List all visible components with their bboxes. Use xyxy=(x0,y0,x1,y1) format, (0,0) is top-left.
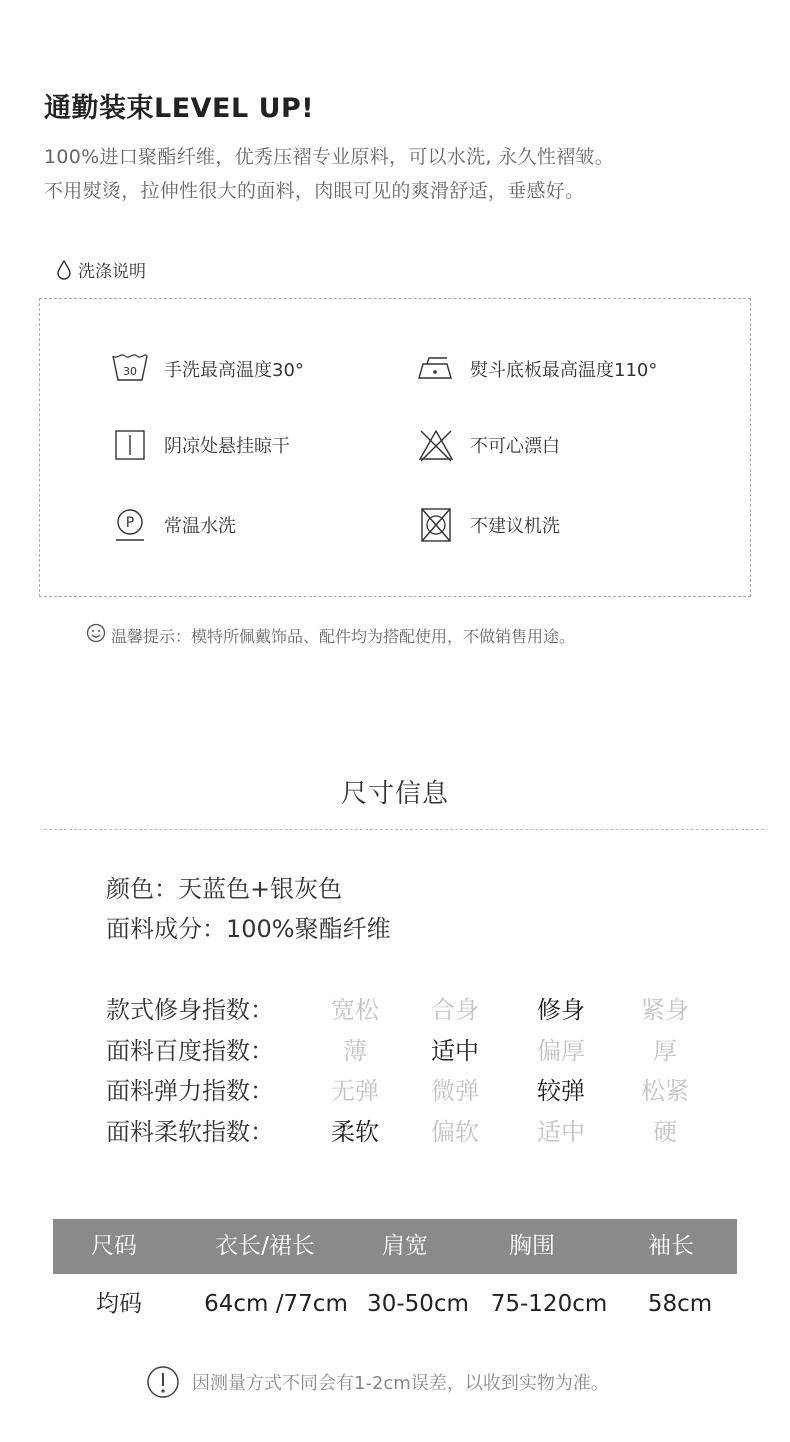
index-option: 硬 xyxy=(653,1118,677,1146)
description-line-1: 100%进口聚酯纤维，优秀压褶专业原料，可以水洗, 永久性褶皱。 xyxy=(44,146,614,168)
care-text-hand-wash: 手洗最高温度30° xyxy=(164,360,304,381)
index-option: 厚 xyxy=(653,1037,677,1065)
professional-clean-p-icon xyxy=(110,505,150,545)
index-option: 宽松 xyxy=(331,996,379,1024)
index-row-fit xyxy=(0,990,790,1030)
care-text-no-machine-wash: 不建议机洗 xyxy=(470,516,560,537)
iron-110-icon xyxy=(416,349,456,389)
index-option: 紧身 xyxy=(641,996,689,1024)
care-text-iron: 熨斗底板最高温度110° xyxy=(470,360,658,381)
fabric-line: 面料成分：100%聚酯纤维 xyxy=(106,915,391,943)
exclamation-circle-icon xyxy=(146,1365,180,1399)
index-label: 款式修身指数： xyxy=(106,996,274,1024)
no-tumble-dry-icon xyxy=(416,505,456,545)
note-text: 因测量方式不同会有1-2cm误差，以收到实物为准。 xyxy=(192,1373,609,1394)
index-row-elasticity xyxy=(0,1071,790,1111)
index-option: 修身 xyxy=(537,996,585,1024)
care-item-iron xyxy=(416,349,657,389)
size-table-cell: 均码 xyxy=(96,1291,142,1317)
size-table-header-cell: 袖长 xyxy=(648,1233,694,1259)
index-option: 适中 xyxy=(431,1037,479,1065)
size-table-header-cell: 衣长/裙长 xyxy=(215,1233,315,1259)
p-symbol-text: P xyxy=(125,515,135,531)
care-text-p-wash: 常温水洗 xyxy=(164,516,236,537)
index-option: 偏厚 xyxy=(537,1037,585,1065)
index-option: 适中 xyxy=(537,1118,585,1146)
size-table-header xyxy=(53,1219,737,1274)
care-item-no-machine-wash xyxy=(416,505,560,545)
size-table-cell: 30-50cm xyxy=(367,1291,469,1317)
index-option: 较弹 xyxy=(537,1077,585,1105)
care-item-p-wash xyxy=(110,505,236,545)
care-item-hand-wash xyxy=(110,349,304,389)
headline: 通勤装束LEVEL UP! xyxy=(44,93,315,124)
care-item-hang-dry xyxy=(110,425,290,465)
care-text-hang-dry: 阴凉处悬挂晾干 xyxy=(164,436,290,457)
index-option: 松紧 xyxy=(641,1077,689,1105)
index-option: 无弹 xyxy=(331,1077,379,1105)
size-table-cell: 64cm /77cm xyxy=(204,1291,348,1317)
care-text-no-bleach: 不可心漂白 xyxy=(470,436,560,457)
care-instructions-box xyxy=(39,298,751,597)
size-table-header-cell: 肩宽 xyxy=(382,1233,428,1259)
size-table-cell: 75-120cm xyxy=(490,1291,608,1317)
wash-instructions-title xyxy=(56,257,146,282)
index-option: 薄 xyxy=(343,1037,367,1065)
index-label: 面料柔软指数： xyxy=(106,1118,274,1146)
care-item-no-bleach xyxy=(416,425,560,465)
index-row-thickness xyxy=(0,1031,790,1071)
index-option: 微弹 xyxy=(431,1077,479,1105)
size-info-divider xyxy=(44,829,764,830)
warm-tip xyxy=(86,623,575,647)
index-row-softness xyxy=(0,1112,790,1152)
color-line: 颜色：天蓝色+银灰色 xyxy=(106,875,343,903)
hand-wash-30-icon xyxy=(110,349,150,389)
size-table-cell: 58cm xyxy=(647,1291,713,1317)
tip-text: 温馨提示：模特所佩戴饰品、配件均为搭配使用，不做销售用途。 xyxy=(111,626,576,646)
index-option: 合身 xyxy=(431,996,479,1024)
description-line-2: 不用熨烫，拉伸性很大的面料，肉眼可见的爽滑舒适，垂感好。 xyxy=(44,180,585,202)
hand-wash-temp-text: 30 xyxy=(123,365,137,378)
wash-title-text: 洗涤说明 xyxy=(78,262,146,282)
table-row xyxy=(53,1278,737,1330)
size-table-header-cell: 胸围 xyxy=(509,1233,555,1259)
hang-dry-shade-icon xyxy=(110,425,150,465)
water-drop-icon xyxy=(56,260,72,280)
index-label: 面料百度指数： xyxy=(106,1037,274,1065)
index-option: 柔软 xyxy=(331,1118,379,1146)
index-label: 面料弹力指数： xyxy=(106,1077,274,1105)
size-table-header-cell: 尺码 xyxy=(91,1233,137,1259)
size-info-title: 尺寸信息 xyxy=(340,779,449,809)
smile-icon xyxy=(86,623,106,647)
index-option: 偏软 xyxy=(431,1118,479,1146)
no-bleach-icon xyxy=(416,425,456,465)
measurement-note xyxy=(146,1365,609,1399)
